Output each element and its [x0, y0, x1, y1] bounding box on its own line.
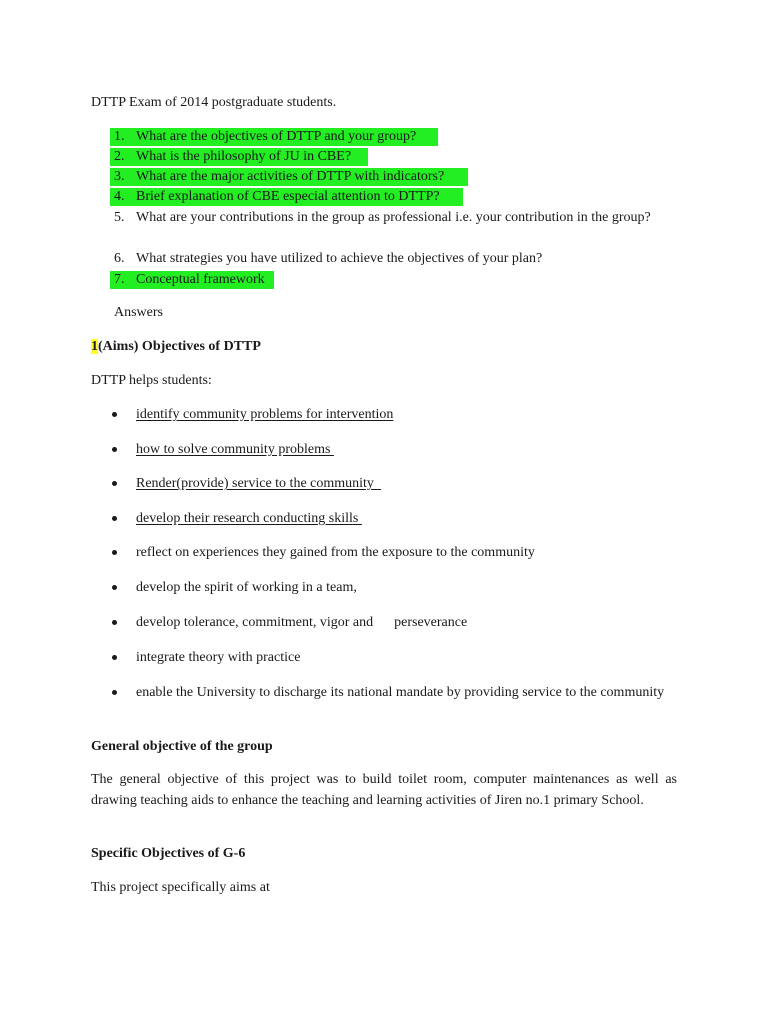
- question-number: 5.: [114, 210, 125, 225]
- bullet-icon: [112, 550, 117, 555]
- list-item: [136, 508, 677, 529]
- list-item: [136, 404, 677, 425]
- question-number: 4.: [114, 189, 125, 204]
- question-item: [136, 147, 677, 167]
- section-title: (Aims) Objectives of DTTP: [98, 339, 261, 354]
- bullet-icon: [112, 690, 117, 695]
- list-item-text: Render(provide) service to the community: [136, 476, 381, 491]
- section-number: 1: [91, 339, 98, 354]
- bullet-icon: [112, 585, 117, 590]
- bullet-icon: [112, 620, 117, 625]
- list-item: [136, 577, 677, 598]
- general-objective-text: The general objective of this project was to build toilet room, computer maintenances as well as drawing teaching aids to enhance the teaching and learning activities of Jiren no.1 primary School.: [91, 772, 677, 808]
- answers-label: Answers: [114, 305, 163, 320]
- bullet-icon: [112, 412, 117, 417]
- list-item-text: develop tolerance, commitment, vigor and perseverance: [136, 615, 468, 630]
- question-item: [136, 127, 677, 147]
- question-text: Conceptual framework: [136, 272, 265, 287]
- list-item: [136, 542, 677, 563]
- list-item-text: reflect on experiences they gained from the exposure to the community: [136, 545, 535, 560]
- list-item-text: how to solve community problems: [136, 442, 334, 457]
- question-item: [136, 167, 677, 187]
- question-item: [136, 187, 677, 207]
- list-item-text: identify community problems for intervention: [136, 407, 394, 422]
- section-heading: [91, 338, 261, 356]
- question-text: What is the philosophy of JU in CBE?: [136, 149, 352, 164]
- specific-objectives-text: This project specifically aims at: [91, 880, 270, 895]
- bullet-icon: [112, 481, 117, 486]
- question-text: Brief explanation of CBE especial attention to DTTP?: [136, 189, 440, 204]
- bullet-icon: [112, 516, 117, 521]
- question-text: What are the objectives of DTTP and your group?: [136, 129, 417, 144]
- question-text: What are your contributions in the group as professional i.e. your contribution in the group?: [136, 210, 651, 225]
- list-item: [136, 682, 677, 703]
- general-objective-heading: General objective of the group: [91, 739, 273, 754]
- question-number: 6.: [114, 251, 125, 266]
- list-item-text: integrate theory with practice: [136, 650, 301, 665]
- bullet-icon: [112, 447, 117, 452]
- bullet-icon: [112, 655, 117, 660]
- question-item: [136, 208, 677, 228]
- question-number: 7.: [114, 272, 125, 287]
- document-intro: DTTP Exam of 2014 postgraduate students.: [91, 95, 337, 110]
- specific-objectives-heading: Specific Objectives of G-6: [91, 846, 246, 861]
- list-item-text: develop the spirit of working in a team,: [136, 580, 357, 595]
- question-text: What are the major activities of DTTP with indicators?: [136, 169, 445, 184]
- question-number: 1.: [114, 129, 125, 144]
- list-item: [136, 612, 677, 633]
- question-item: [136, 270, 677, 290]
- list-item: [136, 647, 677, 668]
- section-lead: DTTP helps students:: [91, 373, 212, 388]
- list-item: [136, 439, 677, 460]
- list-item-text: enable the University to discharge its national mandate by providing service to the community: [136, 685, 665, 700]
- list-item-text: develop their research conducting skills: [136, 511, 362, 526]
- list-item: [136, 473, 677, 494]
- question-item: [136, 249, 677, 269]
- question-number: 2.: [114, 149, 125, 164]
- question-number: 3.: [114, 169, 125, 184]
- question-text: What strategies you have utilized to achieve the objectives of your plan?: [136, 251, 543, 266]
